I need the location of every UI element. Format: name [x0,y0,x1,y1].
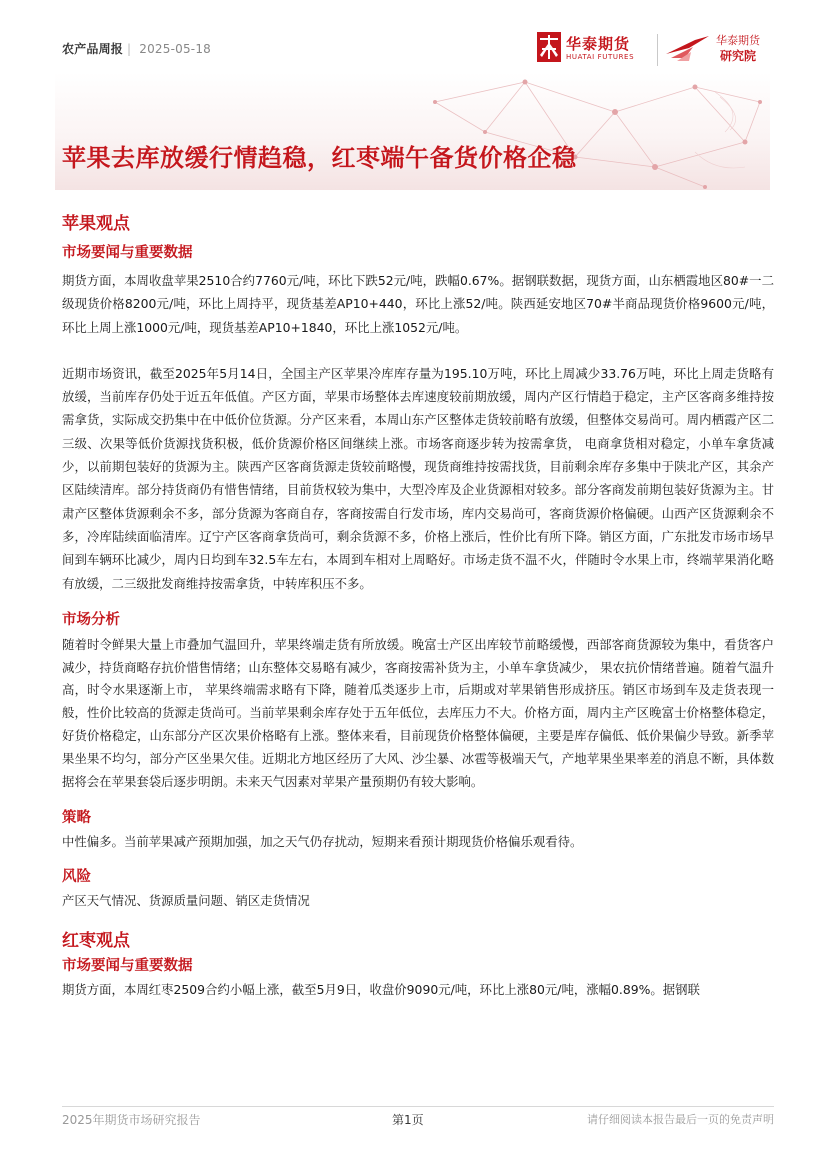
jujube-news-paragraph-1: 期货方面，本周红枣2509合约小幅上涨，截至5月9日，收盘价9090元/吨，环比上涨80元/吨，涨幅0.89%。据钢联 [62,982,700,998]
institute-line2: 研究院 [720,49,757,63]
apple-news-paragraph-2: 近期市场资讯，截至2025年5月14日，全国主产区苹果冷库库存量为195.10万吨，环比上周减少33.76万吨，环比上周走货略有放缓，当前库存仍处于近五年低值。产区方面，苹果市场整体去库速度较前期放缓，周内产区行情趋于稳定，主产区客商多维持按需拿货，实际成交扔集中在中低价位货源。分产区来看，本周山东产区整体走货较前略有放缓，但整体交易尚可。周内栖霞产区二三级、次果等低价货源找货积极，低价货源价格区间继续上涨。市场客商逐步转为按需拿货， 电商拿货相对稳定，小单车拿货减少，以前期包装好的货源为主。陕西产区客商货源走货较前略慢，现货商维持按需找货，目前剩余库存多集中于陕北产区，其余产区陆续清库。部分持货商仍有惜售情绪，目前货权较为集中，大型冷库及企业货源相对较多。部分客商发前期包装好货源为主。甘肃产区整体货源剩余不多，部分货源为客商自存，客商按需自行发市场，库内交易尚可，客商货源价格偏硬。山西产区货源剩余不多，冷库陆续面临清库。辽宁产区客商拿货尚可，剩余货源不多，价格上涨后，性价比有所下降。销区方面，广东批发市场市场早间到车辆环比减少，周内日均到车32.5车左右，本周到车相对上周略好。市场走货不温不火，伴随时令水果上市，终端苹果消化略有放缓，二三级批发商维持按需拿货，中转库积压不多。 [62,365,774,591]
footer-page-number: 第1页 [392,1113,424,1127]
logo-english-name: HUATAI FUTURES [566,53,635,61]
apple-news-paragraph-1: 期货方面，本周收盘苹果2510合约7760元/吨，环比下跌52元/吨，跌幅0.67%。据钢联数据，现货方面，山东栖霞地区80#一二级现货价格8200元/吨，环比上周持平，现货基差AP10+440，环比上涨52/吨。陕西延安地区70#半商品现货价格9600元/吨，环比上周上涨1000元/吨，现货基差AP10+1840，环比上涨1052元/吨。 [62,273,774,335]
report-title: 苹果去库放缓行情趋稳，红枣端午备货价格企稳 [62,144,577,172]
report-date: 2025-05-18 [139,42,212,56]
page-footer [62,1106,774,1129]
report-type: 农产品周报 [62,42,124,56]
research-institute-logo [665,30,775,68]
header-separator: | [127,42,132,56]
jujube-news-heading: 市场要闻与重要数据 [62,958,193,975]
jujube-section-heading: 红枣观点 [62,931,130,952]
apple-strategy-heading: 策略 [62,810,91,827]
header-divider [657,34,658,66]
footer-report-name: 2025年期货市场研究报告 [62,1113,201,1127]
report-header-meta [62,40,211,57]
apple-analysis-paragraph: 随着时令鲜果大量上市叠加气温回升，苹果终端走货有所放缓。晚富士产区出库较节前略缓慢，西部客商货源较为集中，看货客户减少，持货商略存抗价惜售情绪；山东整体交易略有减少，客商按需补货为主，小单车拿货减少， 果农抗价情绪普遍。随着气温升高，时令水果逐渐上市， 苹果终端需求略有下降，随着瓜类逐步上市，后期或对苹果销售形成挤压。销区市场到车及走货表现一般，性价比较高的货源走货尚可。当前苹果剩余库存处于五年低位，去库压力不大。价格方面，周内主产区晚富士价格整体稳定，好货价格稳定，山东部分产区次果价格略有上涨。整体来看，目前现货价格整体偏硬，主要是库存偏低、低价果偏少导致。新季苹果坐果不均匀，部分产区坐果欠佳。近期北方地区经历了大风、沙尘暴、冰雹等极端天气，产地苹果坐果率差的消息不断，具体数据将会在苹果套袋后逐步明朗。未来天气因素对苹果产量预期仍有较大影响。 [62,636,774,789]
institute-line1: 华泰期货 [716,34,760,47]
apple-risk-heading: 风险 [62,869,91,886]
apple-strategy-paragraph: 中性偏多。当前苹果减产预期加强，加之天气仍存扰动，短期来看预计期现货价格偏乐观看待。 [62,834,583,850]
apple-news-heading: 市场要闻与重要数据 [62,245,193,261]
logo-name: 华泰期货 [566,35,631,53]
apple-analysis-heading: 市场分析 [62,611,120,628]
apple-section-heading: 苹果观点 [62,214,130,234]
huatai-logo-mark-icon [537,32,561,62]
institute-logo-mark-icon [665,34,711,62]
report-body [62,212,774,1002]
huatai-futures-logo [537,32,652,68]
apple-risk-paragraph: 产区天气情况、货源质量问题、销区走货情况 [62,893,310,909]
footer-disclaimer-note: 请仔细阅读本报告最后一页的免责声明 [587,1113,774,1126]
